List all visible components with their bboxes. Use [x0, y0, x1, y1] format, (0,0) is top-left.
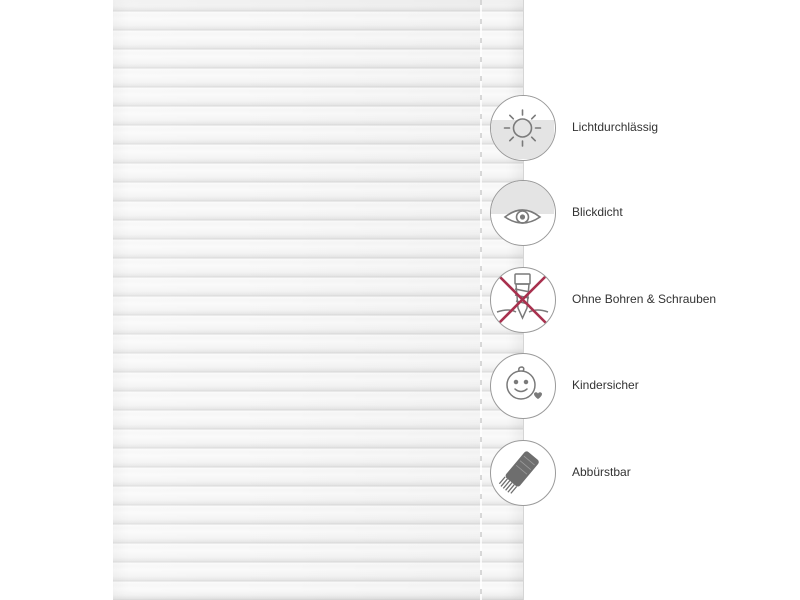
feature-label: Lichtdurchlässig [572, 120, 659, 134]
eye-icon [491, 181, 554, 244]
feature-brushable [490, 440, 790, 512]
sun-badge [490, 95, 556, 161]
eye-badge [490, 180, 556, 246]
brush-icon [491, 441, 554, 504]
feature-label: Abbürstbar [572, 465, 631, 479]
feature-label: Ohne Bohren & Schrauben [572, 292, 717, 306]
blind-shading [113, 0, 480, 600]
feature-child-safe [490, 353, 790, 425]
blind-cord [480, 0, 482, 600]
feature-label: Blickdicht [572, 205, 623, 219]
feature-opaque [490, 180, 790, 252]
no-drilling-badge [490, 267, 556, 333]
sun-icon [491, 96, 554, 159]
no-drilling-icon [491, 268, 554, 331]
pleated-blind-image [113, 0, 524, 600]
feature-no-drilling [490, 267, 790, 339]
feature-light-permeable [490, 95, 790, 167]
baby-face-badge [490, 353, 556, 419]
baby-face-icon [491, 354, 554, 417]
brush-badge [490, 440, 556, 506]
feature-label: Kindersicher [572, 378, 639, 392]
